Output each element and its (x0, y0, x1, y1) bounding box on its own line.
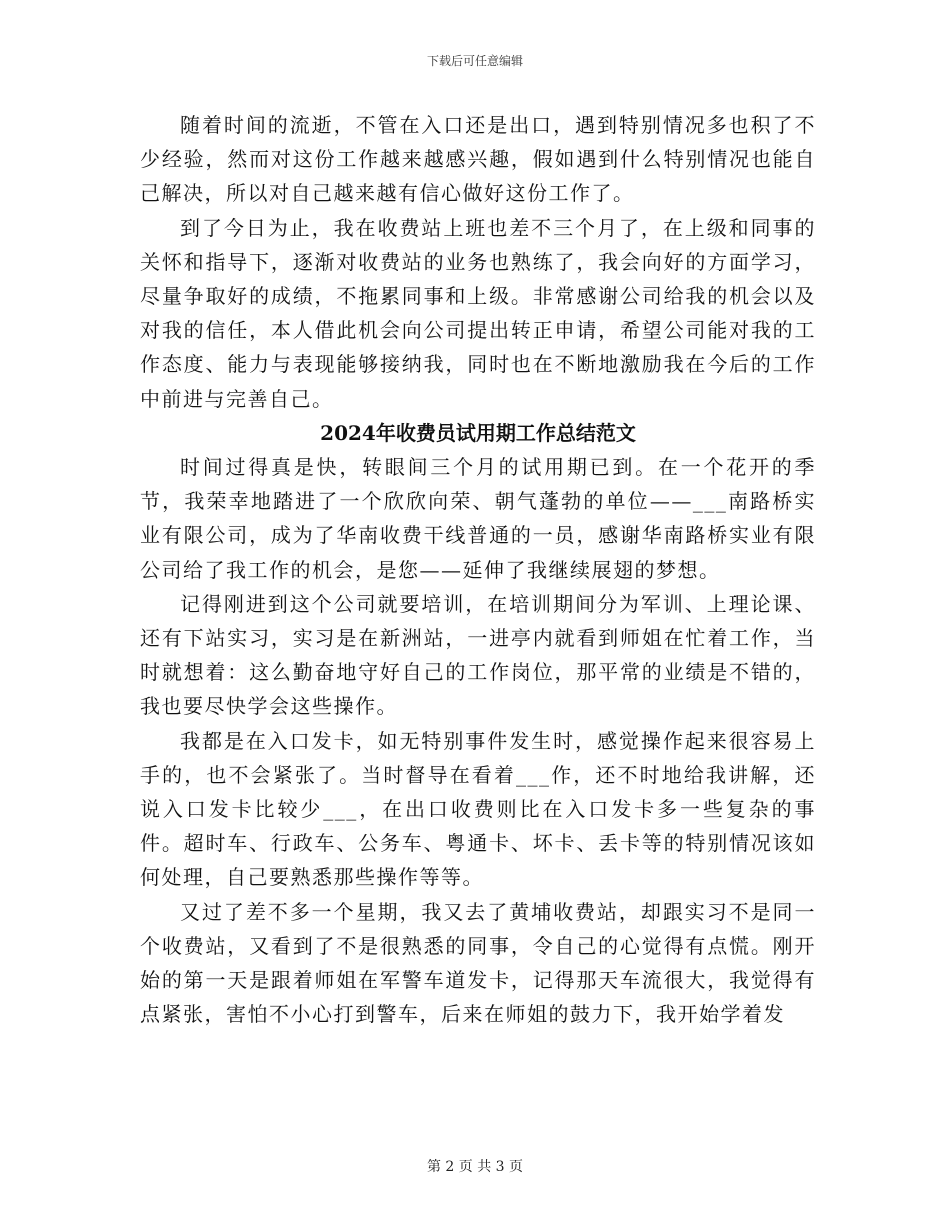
header-note: 下载后可任意编辑 (426, 54, 523, 68)
page-number-footer: 第 2 页 共 3 页 (426, 1159, 524, 1175)
paragraph-4: 记得刚进到这个公司就要培训，在培训期间分为军训、上理论课、还有下站实习，实习是在新洲站，一进亭内就看到师姐在忙着工作，当时就想着：这么勤奋地守好自己的工作岗位，那平常的业绩是不错的，我也要尽快学会这些操作。 (140, 591, 816, 719)
paragraph-1: 随着时间的流逝，不管在入口还是出口，遇到特别情况多也积了不少经验，然而对这份工作越来越感兴趣，假如遇到什么特别情况也能自己解决，所以对自己越来越有信心做好这份工作了。 (140, 113, 816, 206)
document-body (140, 108, 816, 1031)
document-title: 2024年收费员试用期工作总结范文 (320, 420, 636, 445)
paragraph-5: 我都是在入口发卡，如无特别事件发生时，感觉操作起来很容易上手的，也不会紧张了。当时督导在看着___作，还不时地给我讲解，还说入口发卡比较少___，在出口收费则比在入口发卡多一些复杂的事件。超时车、行政车、公务车、粤通卡、坏卡、丢卡等的特别情况该如何处理，自己要熟悉那些操作等等。 (140, 728, 816, 890)
paragraph-6: 又过了差不多一个星期，我又去了黄埔收费站，却跟实习不是同一个收费站，又看到了不是很熟悉的同事，令自己的心觉得有点慌。刚开始的第一天是跟着师姐在军警车道发卡，记得那天车流很大，我觉得有点紧张，害怕不小心打到警车，后来在师姐的鼓力下，我开始学着发 (140, 899, 816, 1027)
paragraph-3: 时间过得真是快，转眼间三个月的试用期已到。在一个花开的季节，我荣幸地踏进了一个欣欣向荣、朝气蓬勃的单位——___南路桥实业有限公司，成为了华南收费干线普通的一员，感谢华南路桥实业有限公司给了我工作的机会，是您——延伸了我继续展翅的梦想。 (140, 455, 816, 582)
paragraph-2: 到了今日为止，我在收费站上班也差不三个月了，在上级和同事的关怀和指导下，逐渐对收费站的业务也熟练了，我会向好的方面学习，尽量争取好的成绩，不拖累同事和上级。非常感谢公司给我的机会以及对我的信任，本人借此机会向公司提出转正申请，希望公司能对我的工作态度、能力与表现能够接纳我，同时也在不断地激励我在今后的工作中前进与完善自己。 (140, 215, 816, 411)
